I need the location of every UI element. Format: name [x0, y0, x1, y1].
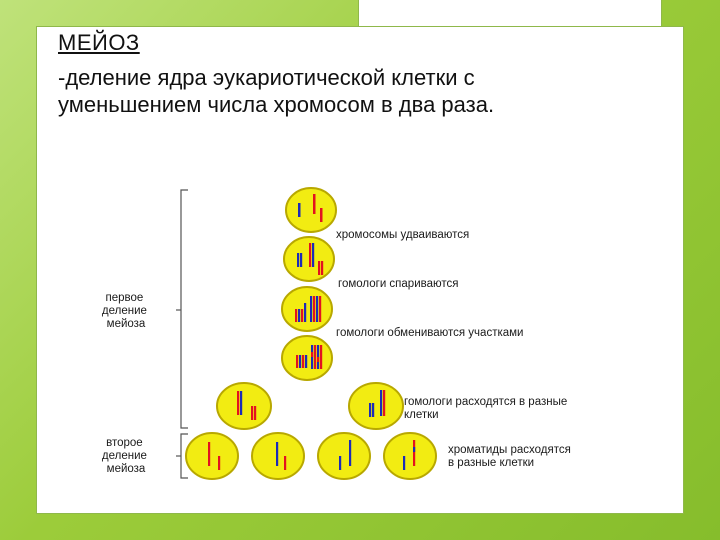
cell-homologs-paired [282, 287, 332, 331]
step-label-chromatids: хроматиды расходятся в разные клетки [448, 444, 571, 469]
step-label-exchange: гомологи обмениваются участками [336, 327, 524, 339]
cell-gamete-3 [318, 433, 370, 479]
cell-daughter-1-right [349, 383, 403, 429]
bracket-first-division [176, 190, 188, 428]
cell-gamete-1 [186, 433, 238, 479]
first-division-label: первое деление мейоза [101, 292, 147, 330]
definition-text: -деление ядра эукариотической клетки с уменьшением числа хромосом в два раза. [58, 65, 495, 117]
cell-crossing-over [282, 336, 332, 380]
cell-gamete-4 [384, 433, 436, 479]
cell-daughter-1-left [217, 383, 271, 429]
step-label-pair: гомологи спариваются [338, 278, 459, 290]
cell-chromosomes-doubled [284, 237, 334, 281]
step-label-double: хромосомы удваиваются [336, 229, 470, 241]
cell-interphase [286, 188, 336, 232]
step-label-separate: гомологи расходятся в разные клетки [404, 396, 568, 421]
slide-title: МЕЙОЗ [58, 30, 140, 55]
cell-gamete-2 [252, 433, 304, 479]
second-division-label: второе деление мейоза [101, 437, 147, 475]
